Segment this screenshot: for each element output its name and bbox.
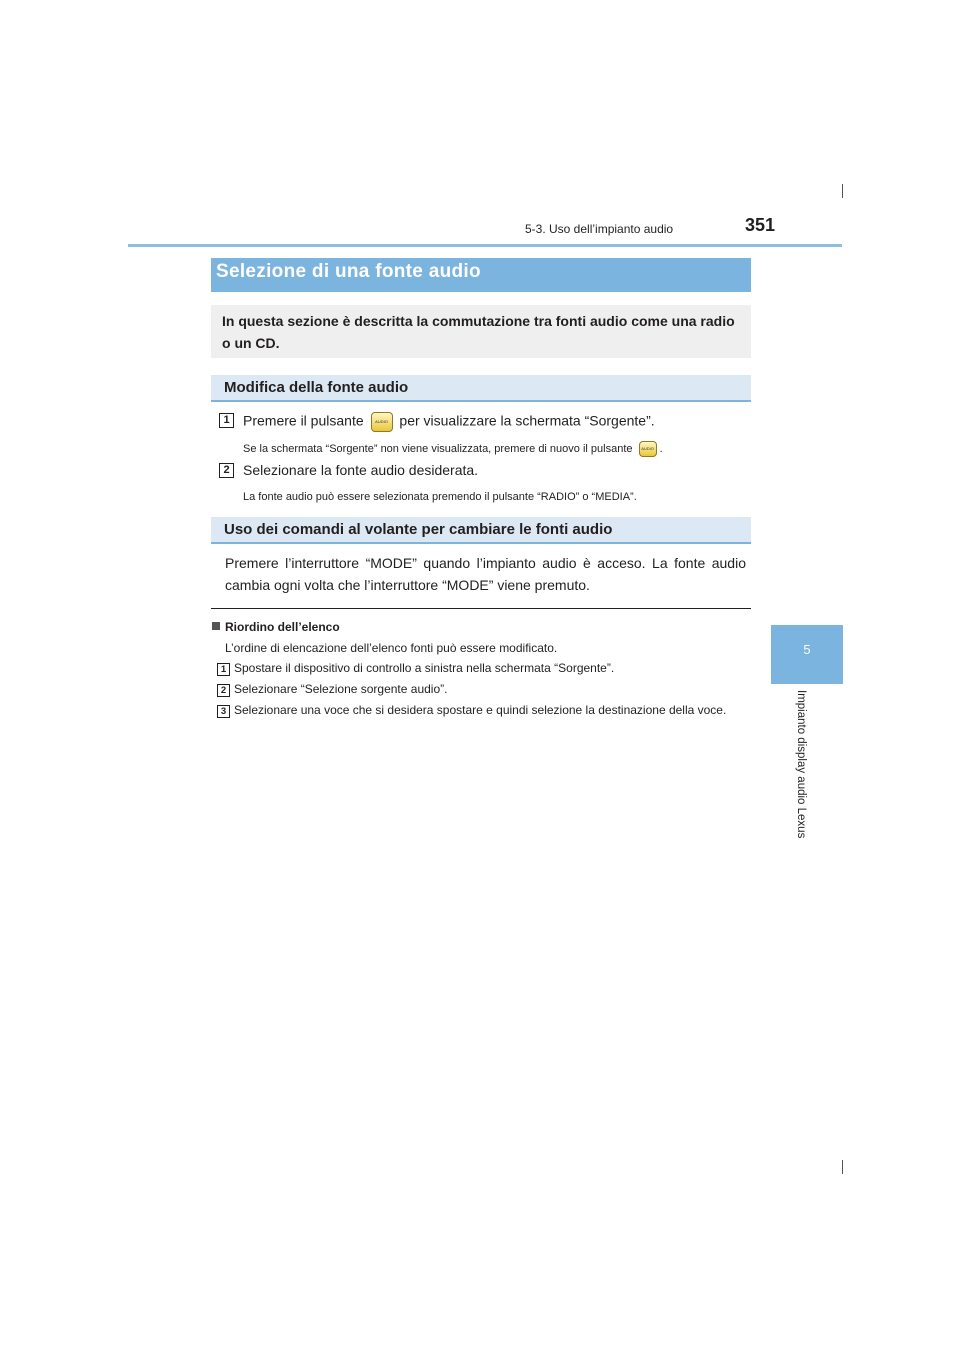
note-item-1: Spostare il dispositivo di controllo a sinistra nella schermata “Sorgente”.: [234, 661, 615, 675]
step-1-note: [243, 441, 663, 457]
step-number-2: 2: [219, 463, 234, 478]
step-1-text-before: Premere il pulsante: [243, 412, 364, 429]
chapter-tab-label: Impianto display audio Lexus: [795, 690, 807, 839]
note-item-number-1: 1: [217, 663, 230, 676]
step-1-note-before: Se la schermata “Sorgente” non viene visualizzata, premere di nuovo il pulsante: [243, 442, 633, 455]
intro-text: In questa sezione è descritta la commutazione tra fonti audio come una radio o un CD.: [222, 313, 735, 351]
square-bullet-icon: [212, 622, 220, 630]
step-number-1: 1: [219, 413, 234, 428]
step-1-note-after: .: [659, 442, 663, 455]
note-item-number-3: 3: [217, 705, 230, 718]
steering-controls-paragraph: Premere l’interruttore “MODE” quando l’impianto audio è acceso. La fonte audio cambia ogni volta che l’interruttore “MODE” viene premuto.: [225, 555, 746, 593]
step-1-text: [243, 412, 655, 432]
page-title: Selezione di una fonte audio: [216, 261, 481, 282]
note-item-3: Selezionare una voce che si desidera spostare e quindi selezione la destinazione della voce.: [234, 703, 727, 717]
section-heading-steering-controls: Uso dei comandi al volante per cambiare le fonti audio: [224, 521, 613, 538]
section-heading-source-change: Modifica della fonte audio: [224, 379, 409, 396]
step-2-text: Selezionare la fonte audio desiderata.: [243, 462, 479, 478]
note-heading-text: Riordino dell’elenco: [225, 620, 340, 634]
note-item-number-2: 2: [217, 684, 230, 697]
header-section-title: 5-3. Uso dell’impianto audio: [525, 222, 674, 236]
step-2-note: La fonte audio può essere selezionata premendo il pulsante “RADIO” o “MEDIA”.: [243, 491, 637, 503]
note-intro: L’ordine di elencazione dell’elenco fonti può essere modificato.: [225, 641, 558, 655]
crop-mark-top: [842, 184, 843, 198]
crop-mark-bottom: [842, 1160, 843, 1174]
note-heading: [212, 620, 340, 634]
note-item-2: Selezionare “Selezione sorgente audio”.: [234, 682, 448, 696]
section-divider: [211, 608, 751, 609]
audio-button-icon: AUDIO: [639, 441, 657, 457]
header-rule: [128, 244, 842, 247]
page-number: 351: [745, 215, 776, 235]
step-1-text-after: per visualizzare la schermata “Sorgente”.: [399, 412, 655, 429]
chapter-tab-number: 5: [803, 642, 811, 657]
audio-button-icon: AUDIO: [371, 412, 393, 432]
